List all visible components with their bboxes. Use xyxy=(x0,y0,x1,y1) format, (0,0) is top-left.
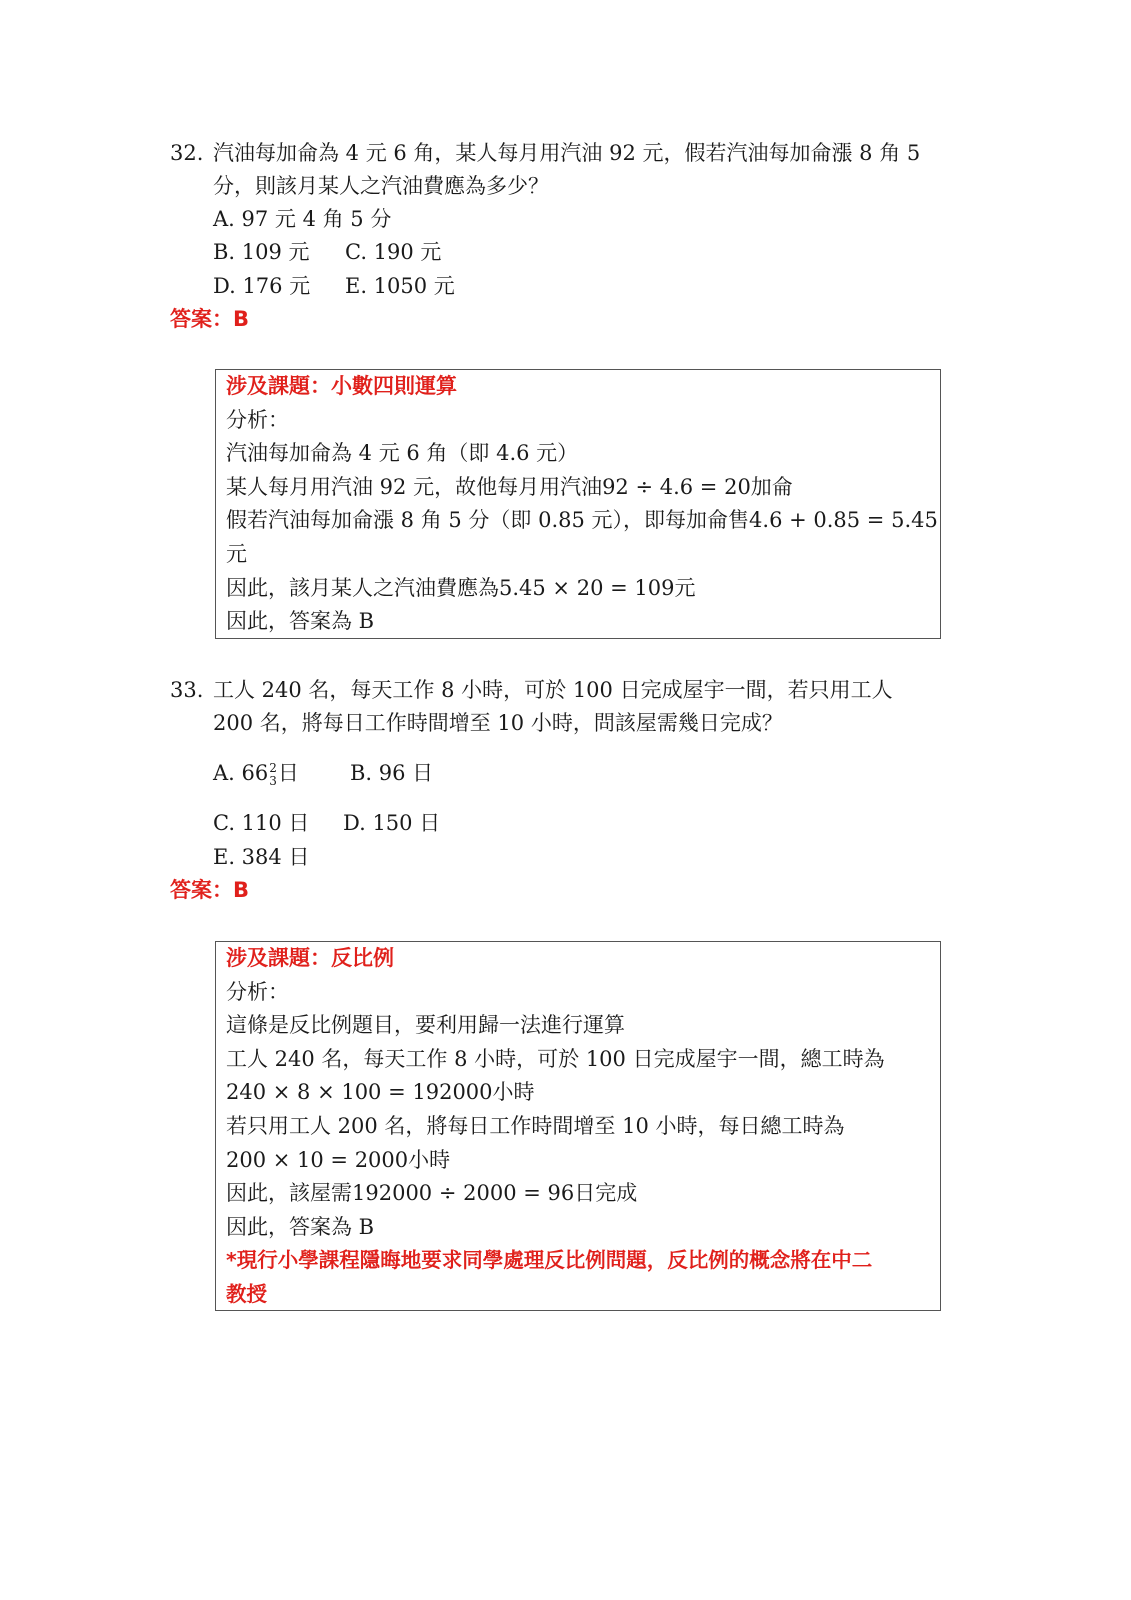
analysis-line: 某人每月用汽油 92 元，故他每月用汽油92 ÷ 4.6 = 20加侖 xyxy=(226,474,793,499)
fraction xyxy=(269,762,277,788)
option-d: D. 176 元 xyxy=(213,274,311,298)
analysis-line: 因此，該屋需192000 ÷ 2000 = 96日完成 xyxy=(226,1181,638,1206)
option-a: A. 97 元 4 角 5 分 xyxy=(213,207,392,231)
option-a-prefix: A. 66 xyxy=(213,761,269,785)
option-e: E. 1050 元 xyxy=(345,274,455,298)
question-text-line: 工人 240 名，每天工作 8 小時，可於 100 日完成屋宇一間，若只用工人 xyxy=(213,678,893,702)
option-d: D. 150 日 xyxy=(343,811,441,835)
analysis-line: 汽油每加侖為 4 元 6 角（即 4.6 元） xyxy=(226,441,579,466)
fraction-denominator: 3 xyxy=(269,773,277,788)
option-e: E. 384 日 xyxy=(213,845,310,869)
analysis-line: 分析： xyxy=(226,407,289,432)
analysis-line: 工人 240 名，每天工作 8 小時，可於 100 日完成屋宇一間，總工時為 xyxy=(226,1046,885,1071)
analysis-line: 因此，答案為 B xyxy=(226,1214,375,1239)
option-b: B. 96 日 xyxy=(350,761,434,785)
analysis-box xyxy=(215,941,941,1311)
analysis-line: 元 xyxy=(226,541,247,566)
analysis-line: 200 × 10 = 2000小時 xyxy=(226,1147,451,1172)
option-a-suffix: 日 xyxy=(277,761,299,785)
answer-label: 答案：B xyxy=(170,878,250,902)
analysis-line: 因此，答案為 B xyxy=(226,609,375,634)
question-number: 32. xyxy=(170,141,204,165)
analysis-line: 假若汽油每加侖漲 8 角 5 分（即 0.85 元），即每加侖售4.6 + 0.85 = 5.45 xyxy=(226,508,938,533)
topic-heading: 涉及課題：小數四則運算 xyxy=(226,374,457,398)
answer-label: 答案：B xyxy=(170,307,250,331)
question-text-line: 汽油每加侖為 4 元 6 角，某人每月用汽油 92 元，假若汽油每加侖漲 8 角 5 xyxy=(213,141,921,165)
option-a xyxy=(213,756,299,790)
option-b: B. 109 元 xyxy=(213,240,310,264)
analysis-line: 這條是反比例題目，要利用歸一法進行運算 xyxy=(226,1013,625,1038)
curriculum-note: *現行小學課程隱晦地要求同學處理反比例問題，反比例的概念將在中二 xyxy=(226,1248,873,1273)
question-text-line: 200 名，將每日工作時間增至 10 小時，問該屋需幾日完成？ xyxy=(213,711,783,735)
curriculum-note: 教授 xyxy=(226,1281,267,1306)
analysis-line: 240 × 8 × 100 = 192000小時 xyxy=(226,1080,535,1105)
topic-heading: 涉及課題：反比例 xyxy=(226,946,394,970)
question-text-line: 分，則該月某人之汽油費應為多少？ xyxy=(213,174,549,198)
analysis-box xyxy=(215,369,941,639)
fraction-numerator: 2 xyxy=(269,760,277,775)
analysis-line: 分析： xyxy=(226,979,289,1004)
question-number: 33. xyxy=(170,678,204,702)
analysis-line: 因此，該月某人之汽油費應為5.45 × 20 = 109元 xyxy=(226,575,696,600)
option-c: C. 190 元 xyxy=(345,240,442,264)
analysis-line: 若只用工人 200 名，將每日工作時間增至 10 小時，每日總工時為 xyxy=(226,1113,845,1138)
option-c: C. 110 日 xyxy=(213,811,310,835)
